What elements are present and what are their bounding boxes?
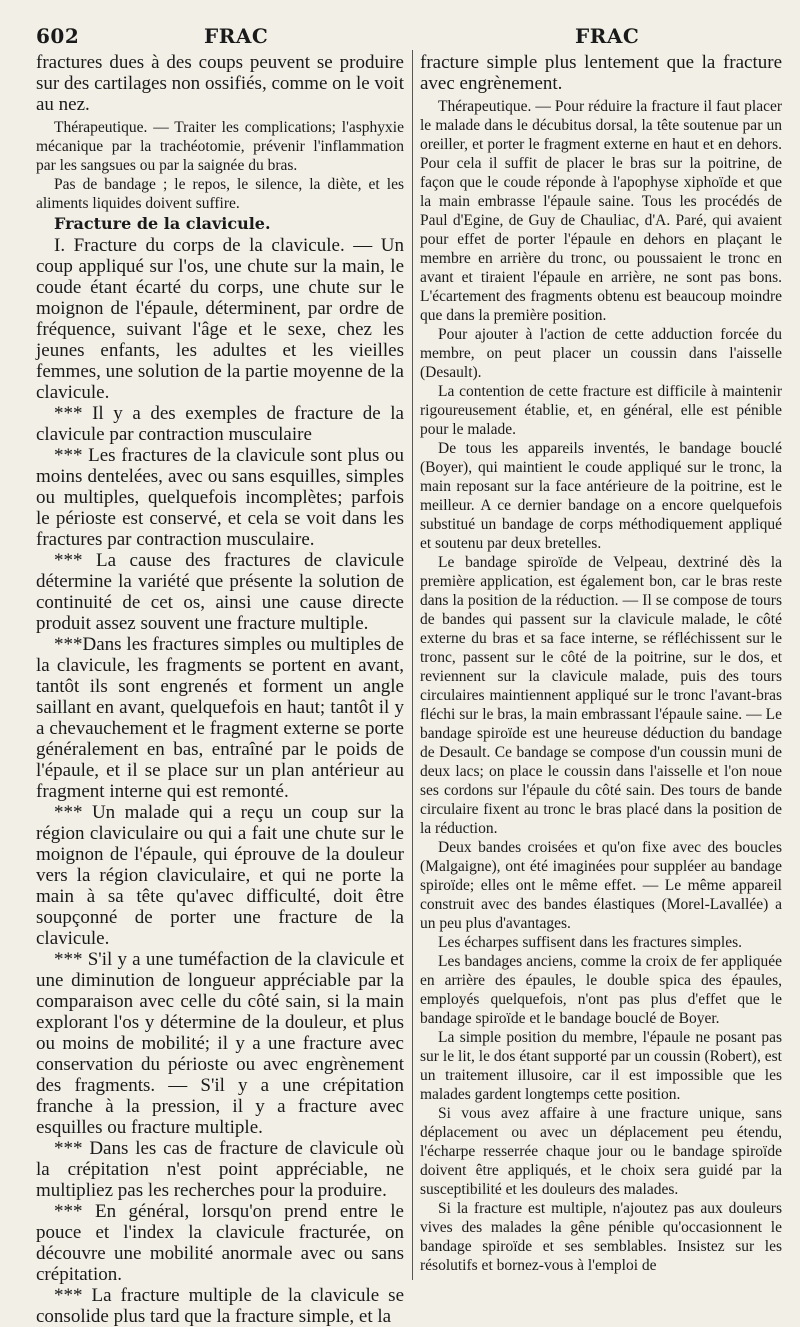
column-divider [412,50,413,1280]
paragraph: *** La fracture multiple de la clavicule se consolide plus tard que la fracture simple, et la [36,1285,404,1327]
paragraph: fracture simple plus lentement que la fracture avec engrènement. [420,52,782,94]
paragraph: Thérapeutique. — Traiter les complications; l'asphyxie mécanique par la trachéotomie, prévenir l'inflammation par les sangsues ou par la saignée du bras. [36,119,404,174]
paragraph: *** En général, lorsqu'on prend entre le pouce et l'index la clavicule fracturée, on découvre une mobilité anormale avec ou sans crépitation. [36,1201,404,1285]
paragraph: I. Fracture du corps de la clavicule. — Un coup appliqué sur l'os, une chute sur la main, le coude étant écarté du corps, une chute sur le moignon de l'épaule, déterminent, par ordre de fréquence, suivant l'âge et le sexe, chez les jeunes enfants, les adultes et les vieilles femmes, une solution de la partie moyenne de la clavicule. [36,235,404,403]
paragraph: La simple position du membre, l'épaule ne posant pas sur le lit, le dos étant supporté par un coussin (Robert), est un traitement illusoire, car il est impossible que les malades gardent longtemps cette position. [420,1029,782,1103]
paragraph: *** Les fractures de la clavicule sont plus ou moins dentelées, avec ou sans esquilles, simples ou multiples, quelquefois incomplètes; parfois le périoste est conservé, et cela se voit dans les fractures par contraction musculaire. [36,445,404,550]
paragraph: ***Dans les fractures simples ou multiples de la clavicule, les fragments se portent en avant, tantôt ils sont engrenés et forment un angle saillant en avant, quelquefois en haut; tantôt il y a chevauchement et le fragment externe se porte généralement en bas, entraîné par le poids de l'épaule, et il se place sur un plan antérieur au fragment interne qui est remonté. [36,634,404,802]
paragraph: Pas de bandage ; le repos, le silence, la diète, et les aliments liquides doivent suffire. [36,176,404,212]
paragraph: Le bandage spiroïde de Velpeau, dextriné dès la première application, est également bon, car le bras reste dans la position de la réduction. — Il se compose de tours de bandes qui passent sur la clavicule malade, le côté externe du bras et sa face interne, se réfléchissent sur le tronc, passent sur le côté de la poitrine, sur le dos, et reviennent sur la clavicule malade, puis des tours circulaires maintiennent appliqué sur le tronc l'avant-bras fléchi sur le bras, la main embrassant l'épaule saine. — Le bandage spiroïde est une heureuse déduction du bandage de Desault. Ce bandage se compose d'un coussin muni de deux lacs; on place le coussin dans l'aisselle et l'on noue ses cordons sur l'épaule du côté sain. Des tours de bande circulaire fixent au tronc le bras placé dans la position de la réduction. [420,554,782,837]
paragraph: *** Il y a des exemples de fracture de la clavicule par contraction musculaire [36,403,404,445]
left-column [36,52,404,1327]
right-column [420,52,782,1287]
paragraph: Si la fracture est multiple, n'ajoutez pas aux douleurs vives des malades la gêne pénible qu'occasionnent le bandage spiroïde et ses semblables. Insistez sur les résolutifs et bornez-vous à l'emploi de [420,1200,782,1274]
paragraph: Les bandages anciens, comme la croix de fer appliquée en arrière des épaules, le double spica des épaules, employés quelquefois, n'ont pas plus d'effet que le bandage spiroïde et le bandage bouclé de Boyer. [420,953,782,1027]
page-number: 602 [36,24,80,48]
paragraph: fractures dues à des coups peuvent se produire sur des cartilages non ossifiés, comme on le voit au nez. [36,52,404,115]
section-heading: Fracture de la clavicule. [54,214,271,233]
running-head-left: FRAC [204,24,269,48]
paragraph: Pour ajouter à l'action de cette adduction forcée du membre, on peut placer un coussin dans l'aisselle (Desault). [420,326,782,381]
paragraph: *** S'il y a une tuméfaction de la clavicule et une diminution de longueur appréciable par la comparaison avec celle du côté sain, si la main explorant l'os y détermine de la douleur, et plus ou moins de mobilité; il y a une fracture avec conservation du périoste ou avec engrènement des fragments. — S'il y a une crépitation franche à la pression, il y a fracture avec esquilles ou fracture multiple. [36,949,404,1138]
paragraph: Thérapeutique. — Pour réduire la fracture il faut placer le malade dans le décubitus dorsal, la tête soutenue par un oreiller, et porter le fragment externe en haut et en dehors. Pour cela il suffit de placer le bras sur la poitrine, de façon que le coude réponde à l'apophyse xiphoïde et que la main embrasse l'épaule saine. Tous les procédés de Paul d'Egine, de Guy de Chauliac, d'A. Paré, qui avaient pour effet de porter l'épaule en dehors en plaçant le membre en arrière du tronc, ou poussaient le tronc en avant et tiraient l'épaule en arrière, ne sont pas bons. L'écartement des fragments obtenu est beaucoup moindre que dans la première position. [420,98,782,324]
paragraph: *** Dans les cas de fracture de clavicule où la crépitation n'est point appréciable, ne multipliez pas les recherches pour la produire. [36,1138,404,1201]
paragraph: *** La cause des fractures de clavicule détermine la variété que présente la solution de continuité de cet os, ainsi une cause directe produit assez souvent une fracture multiple. [36,550,404,634]
paragraph: *** Un malade qui a reçu un coup sur la région claviculaire ou qui a fait une chute sur le moignon de l'épaule, qui éprouve de la douleur vers la région claviculaire, et qui ne porte la main à sa tête qu'avec difficulté, doit être soupçonné de porter une fracture de la clavicule. [36,802,404,949]
paragraph: De tous les appareils inventés, le bandage bouclé (Boyer), qui maintient le coude appliqué sur le tronc, la main reposant sur la face antérieure de la poitrine, est le meilleur. A ce dernier bandage on a encore quelquefois substitué un bandage de corps méthodiquement appliqué et soutenu par deux bretelles. [420,440,782,552]
paragraph: Si vous avez affaire à une fracture unique, sans déplacement ou avec un déplacement peu étendu, l'écharpe resserrée chaque jour ou le bandage spiroïde doivent être appliqués, et le choix sera guidé par la susceptibilité et les douleurs des malades. [420,1105,782,1198]
paragraph: Les écharpes suffisent dans les fractures simples. [438,934,743,951]
paragraph: La contention de cette fracture est difficile à maintenir rigoureusement établie, et, en général, elle est pénible pour le malade. [420,383,782,438]
paragraph: Deux bandes croisées et qu'on fixe avec des boucles (Malgaigne), ont été imaginées pour suppléer au bandage spiroïde; elles ont le même effet. — Le même appareil construit avec des bandes élastiques (Morel-Lavallée) a un peu plus d'avantages. [420,839,782,932]
running-head-right: FRAC [575,24,640,48]
